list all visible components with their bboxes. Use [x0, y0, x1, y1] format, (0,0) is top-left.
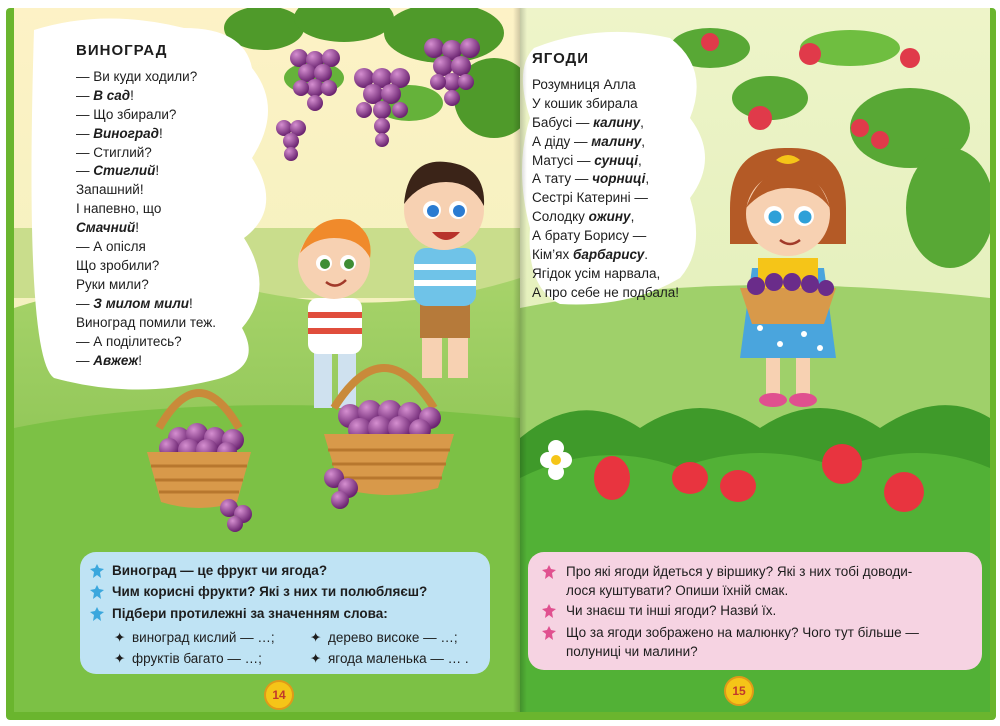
blue-flower-bullet-icon	[90, 585, 104, 599]
poem-line-text: А тату —	[532, 171, 593, 187]
poem-line-text: У кошик збирала	[532, 95, 638, 111]
questions-box-right	[528, 552, 982, 670]
question-3: Підбери протилежні за значенням слова:	[112, 606, 388, 621]
poem-line-text: А про себе не подбала!	[532, 284, 679, 300]
poem-lines	[76, 68, 216, 371]
poem-line-emphasis: ожину	[588, 209, 631, 225]
poem-line-emphasis: чорниці	[592, 171, 646, 187]
poem-line-punctuation: !	[135, 220, 140, 236]
poem-line-text: — Стиглий?	[76, 144, 152, 160]
poem-line-emphasis: калину	[593, 114, 641, 130]
poem-berries	[532, 50, 679, 303]
poem-line-emphasis: З милом мили	[93, 295, 190, 311]
poem-line-punctuation: !	[155, 163, 160, 179]
poem-line	[76, 125, 216, 144]
poem-line	[532, 170, 679, 189]
page-number-left: 14	[264, 680, 294, 710]
poem-line-punctuation: !	[158, 125, 163, 141]
poem-line	[76, 314, 216, 333]
poem-line-text: І напевно, що	[76, 201, 162, 217]
opposite-item: ягода маленька — … .	[328, 651, 469, 666]
blue-flower-bullet-icon	[90, 564, 104, 578]
book-spine	[513, 8, 527, 712]
poem-line	[76, 200, 216, 219]
poem-line-text: Кім’ях	[532, 247, 573, 263]
four-point-star-icon: ✦	[310, 651, 322, 666]
poem-line-text: Розумниця Алла	[532, 76, 636, 92]
poem-line-punctuation: !	[189, 295, 193, 311]
poem-line-text: А брату Борису —	[532, 228, 647, 244]
pink-flower-bullet-icon	[542, 565, 556, 579]
poem-line-emphasis: малину	[591, 133, 642, 149]
poem-line-text: Ягідок усім нарвала,	[532, 265, 661, 281]
poem-line	[532, 227, 679, 246]
poem-line-text: — Що збирали?	[76, 106, 177, 122]
poem-line	[76, 295, 216, 314]
pink-flower-bullet-icon	[542, 604, 556, 618]
opposite-item: виноград кислий — …;	[132, 630, 275, 645]
opposite-item: фруктів багато — …;	[132, 651, 262, 666]
poem-line-emphasis: барбарису	[572, 247, 645, 263]
poem-line-punctuation: ,	[638, 152, 642, 168]
poem-line	[76, 144, 216, 163]
poem-line-text: —	[76, 163, 94, 179]
poem-line-punctuation: ,	[645, 171, 650, 187]
poem-line	[76, 87, 216, 106]
poem-line-emphasis: суниці	[594, 152, 639, 168]
poem-line-text: —	[76, 295, 94, 311]
poem-line	[532, 265, 679, 284]
poem-line-text: Що зробили?	[76, 257, 160, 273]
poem-line-punctuation: ,	[640, 114, 644, 130]
poem-line-text: Руки мили?	[76, 276, 149, 292]
poem-line	[532, 114, 679, 133]
poem-line-text: А діду —	[532, 133, 592, 149]
poem-line	[532, 133, 679, 152]
poem-line-text: —	[76, 125, 94, 141]
question-2: Чим корисні фрукти? Які з них ти полюбляєш?	[112, 584, 428, 599]
poem-line	[76, 333, 216, 352]
question-1: Про які ягоди йдеться у віршику? Які з них тобі доводи-	[566, 564, 913, 579]
poem-line	[532, 189, 679, 208]
poem-line-text: Сестрі Катерині —	[532, 190, 648, 206]
poem-line-punctuation: ,	[641, 133, 645, 149]
poem-line	[76, 238, 216, 257]
poem-line	[76, 257, 216, 276]
poem-line	[76, 219, 216, 238]
question-1: Виноград — це фрукт чи ягода?	[112, 563, 328, 578]
poem-line	[532, 152, 679, 171]
poem-line-emphasis: Стиглий	[93, 163, 156, 179]
poem-line	[76, 106, 216, 125]
poem-line-punctuation: .	[644, 247, 649, 263]
poem-line-punctuation: !	[130, 87, 134, 103]
poem-line	[76, 181, 216, 200]
poem-line	[76, 68, 216, 87]
poem-line-text: Солодку	[532, 209, 589, 225]
poem-line	[532, 284, 679, 303]
question-2: Чи знаєш ти інші ягоди? Назви́ їх.	[566, 603, 777, 618]
poem-line	[532, 208, 679, 227]
four-point-star-icon: ✦	[114, 651, 126, 666]
poem-line-punctuation: ,	[630, 209, 635, 225]
blue-flower-bullet-icon	[90, 607, 104, 621]
poem-line-text: — А опісля	[76, 239, 146, 255]
poem-line-emphasis: Авжеж	[93, 352, 139, 368]
poem-line-emphasis: В сад	[93, 87, 131, 103]
poem-title-grapes: ВИНОГРАД	[76, 42, 168, 59]
poem-line-text: — А поділитесь?	[76, 333, 182, 349]
poem-line	[76, 352, 216, 371]
page-number-right: 15	[724, 676, 754, 706]
four-point-star-icon: ✦	[114, 630, 126, 645]
four-point-star-icon: ✦	[310, 630, 322, 645]
poem-line-text: Запашний!	[76, 182, 144, 198]
poem-line-text: Матусі —	[532, 152, 595, 168]
poem-line	[76, 276, 216, 295]
question-3-cont: полуниці чи малини?	[566, 644, 698, 659]
poem-line-emphasis: Виноград	[93, 125, 159, 141]
poem-line	[532, 76, 679, 95]
poem-line	[76, 162, 216, 181]
question-1-cont: лося куштувати? Опиши їхній смак.	[566, 583, 789, 598]
poem-line-text: Бабусі —	[532, 114, 594, 130]
questions-box-left	[80, 552, 490, 674]
poem-line-text: —	[76, 352, 94, 368]
poem-lines	[532, 76, 679, 303]
poem-line	[532, 246, 679, 265]
poem-title-berries: ЯГОДИ	[532, 50, 590, 67]
poem-line-text: —	[76, 87, 94, 103]
pink-flower-bullet-icon	[542, 626, 556, 640]
question-3: Що за ягоди зображено на малюнку? Чого тут більше —	[566, 625, 919, 640]
poem-line	[532, 95, 679, 114]
poem-line-emphasis: Смачний	[76, 220, 136, 236]
opposite-item: дерево високе — …;	[328, 630, 458, 645]
poem-line-text: — Ви куди ходили?	[76, 68, 198, 84]
poem-line-text: Виноград помили теж.	[76, 314, 217, 330]
poem-line-punctuation: !	[138, 352, 142, 368]
poem-grapes	[76, 42, 216, 370]
